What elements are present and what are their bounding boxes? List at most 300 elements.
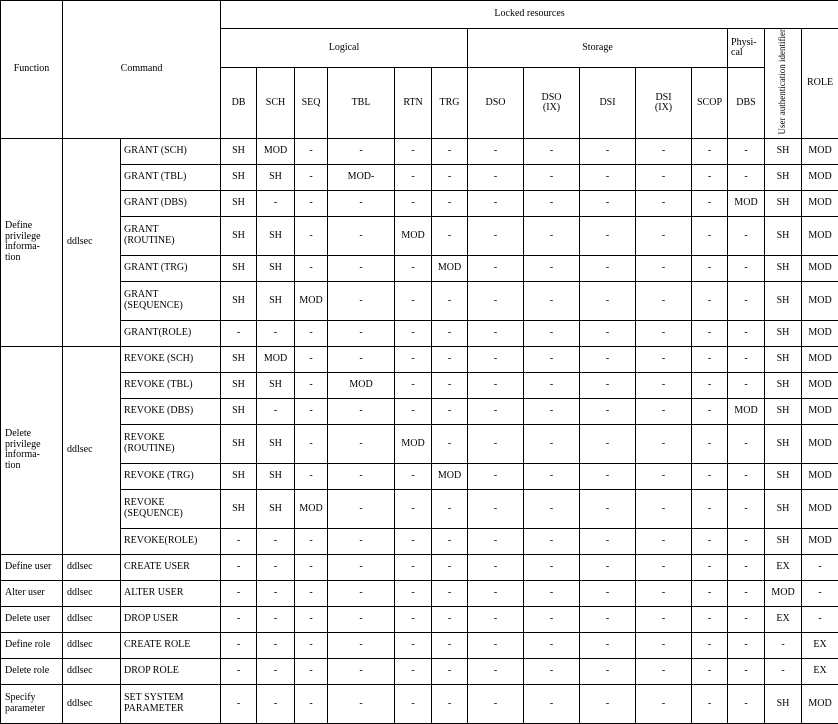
table-cell: - [468, 554, 524, 580]
table-cell: - [432, 190, 468, 216]
table-cell: - [636, 658, 692, 684]
table-cell: - [636, 580, 692, 606]
table-cell: - [524, 320, 580, 346]
table-cell: - [257, 632, 295, 658]
table-cell: - [328, 658, 395, 684]
table-cell: - [295, 190, 328, 216]
table-cell: MOD [802, 398, 838, 424]
table-cell: - [692, 606, 728, 632]
table-cell: - [257, 554, 295, 580]
function-cell: Delete user [1, 606, 63, 632]
table-cell: - [328, 138, 395, 164]
command-cell: GRANT (SEQUENCE) [121, 281, 221, 320]
table-cell: - [468, 658, 524, 684]
table-cell: - [432, 398, 468, 424]
table-cell: - [221, 684, 257, 723]
table-cell: - [395, 528, 432, 554]
privilege-cell: ddlsec [63, 554, 121, 580]
command-cell: REVOKE (DBS) [121, 398, 221, 424]
table-cell: - [728, 489, 765, 528]
table-cell: - [636, 489, 692, 528]
table-cell: - [395, 320, 432, 346]
table-cell: - [692, 632, 728, 658]
table-cell: - [395, 281, 432, 320]
table-cell: MOD [802, 489, 838, 528]
table-cell: - [580, 632, 636, 658]
table-cell: - [468, 346, 524, 372]
table-cell: - [524, 281, 580, 320]
table-cell: SH [765, 684, 802, 723]
table-cell: MOD [395, 424, 432, 463]
table-cell: - [295, 554, 328, 580]
table-cell: - [328, 554, 395, 580]
table-cell: SH [765, 255, 802, 281]
column-header: TBL [328, 68, 395, 139]
table-cell: MOD [802, 164, 838, 190]
command-cell: REVOKE (SEQUENCE) [121, 489, 221, 528]
function-cell: Delete privilege informa- tion [1, 346, 63, 554]
table-cell: MOD [802, 190, 838, 216]
table-cell: - [728, 424, 765, 463]
table-cell: - [468, 372, 524, 398]
table-cell: SH [257, 216, 295, 255]
table-cell: - [295, 372, 328, 398]
table-cell: - [432, 580, 468, 606]
table-cell: - [468, 398, 524, 424]
column-header: TRG [432, 68, 468, 139]
table-cell: - [580, 398, 636, 424]
table-cell: MOD [728, 398, 765, 424]
table-cell: - [328, 463, 395, 489]
table-cell: - [468, 463, 524, 489]
table-cell: SH [765, 320, 802, 346]
column-header: DSI [580, 68, 636, 139]
table-cell: MOD [802, 255, 838, 281]
table-cell: - [524, 463, 580, 489]
table-cell: - [395, 190, 432, 216]
table-cell: - [468, 528, 524, 554]
table-cell: - [692, 398, 728, 424]
function-cell: Alter user [1, 580, 63, 606]
table-cell: - [432, 138, 468, 164]
table-cell: - [524, 658, 580, 684]
table-cell: - [295, 216, 328, 255]
table-cell: SH [257, 281, 295, 320]
table-cell: - [692, 346, 728, 372]
table-cell: - [395, 554, 432, 580]
table-cell: SH [765, 372, 802, 398]
command-cell: GRANT (ROUTINE) [121, 216, 221, 255]
column-header: SCH [257, 68, 295, 139]
table-cell: MOD [765, 580, 802, 606]
table-cell: - [580, 164, 636, 190]
table-cell: - [728, 554, 765, 580]
table-row [1, 528, 838, 554]
table-cell: - [524, 346, 580, 372]
table-cell: - [636, 463, 692, 489]
table-cell: MOD [432, 463, 468, 489]
table-cell: - [395, 658, 432, 684]
table-cell: - [328, 632, 395, 658]
table-row [1, 658, 838, 684]
table-cell: - [636, 255, 692, 281]
table-row [1, 424, 838, 463]
command-cell: CREATE ROLE [121, 632, 221, 658]
table-cell: SH [765, 398, 802, 424]
table-cell: - [580, 320, 636, 346]
command-cell: SET SYSTEM PARAMETER [121, 684, 221, 723]
table-cell: - [692, 424, 728, 463]
table-cell: - [524, 684, 580, 723]
table-row [1, 684, 838, 723]
table-cell: SH [765, 528, 802, 554]
function-cell: Specify parameter [1, 684, 63, 723]
table-cell: SH [765, 138, 802, 164]
table-cell: MOD [802, 320, 838, 346]
table-cell: - [524, 216, 580, 255]
table-cell: - [580, 684, 636, 723]
command-cell: DROP ROLE [121, 658, 221, 684]
table-cell: SH [221, 398, 257, 424]
table-cell: SH [221, 424, 257, 463]
table-cell: - [468, 255, 524, 281]
column-header: RTN [395, 68, 432, 139]
table-cell: - [728, 463, 765, 489]
table-row [1, 463, 838, 489]
column-header: SEQ [295, 68, 328, 139]
table-cell: MOD [802, 216, 838, 255]
table-cell: - [468, 138, 524, 164]
table-cell: - [692, 138, 728, 164]
column-header: DSI (IX) [636, 68, 692, 139]
table-cell: - [221, 658, 257, 684]
table-cell: - [728, 320, 765, 346]
table-cell: - [765, 658, 802, 684]
table-cell: SH [765, 281, 802, 320]
table-row [1, 398, 838, 424]
table-row [1, 632, 838, 658]
table-cell: SH [221, 138, 257, 164]
table-cell: SH [221, 372, 257, 398]
table-cell: - [468, 281, 524, 320]
table-cell: - [395, 463, 432, 489]
table-cell: MOD [395, 216, 432, 255]
table-cell: - [728, 606, 765, 632]
command-cell: REVOKE (SCH) [121, 346, 221, 372]
table-cell: SH [257, 489, 295, 528]
command-cell: DROP USER [121, 606, 221, 632]
table-cell: - [221, 554, 257, 580]
table-cell: - [728, 346, 765, 372]
table-cell: - [328, 255, 395, 281]
table-cell: SH [765, 424, 802, 463]
table-cell: - [580, 554, 636, 580]
table-row [1, 346, 838, 372]
table-row [1, 138, 838, 164]
table-header [1, 1, 838, 139]
table-cell: - [524, 554, 580, 580]
table-row [1, 489, 838, 528]
table-cell: MOD [802, 684, 838, 723]
table-cell: SH [765, 164, 802, 190]
function-header: Function [1, 1, 63, 139]
privilege-cell: ddlsec [63, 684, 121, 723]
table-row [1, 554, 838, 580]
privilege-cell: ddlsec [63, 632, 121, 658]
table-cell: - [636, 398, 692, 424]
user-auth-header [765, 29, 802, 139]
table-cell: - [432, 216, 468, 255]
table-cell: - [432, 164, 468, 190]
table-cell: - [328, 398, 395, 424]
table-cell: - [468, 632, 524, 658]
table-row [1, 580, 838, 606]
table-cell: - [395, 606, 432, 632]
function-cell: Delete role [1, 658, 63, 684]
table-cell: - [636, 216, 692, 255]
table-cell: - [257, 398, 295, 424]
table-cell: SH [765, 216, 802, 255]
table-cell: - [295, 138, 328, 164]
table-cell: MOD [432, 255, 468, 281]
table-cell: - [524, 580, 580, 606]
table-cell: - [468, 580, 524, 606]
table-cell: - [524, 190, 580, 216]
table-cell: SH [221, 190, 257, 216]
table-cell: - [395, 255, 432, 281]
table-cell: - [580, 255, 636, 281]
table-cell: MOD [295, 281, 328, 320]
table-cell: - [580, 281, 636, 320]
table-cell: - [524, 138, 580, 164]
table-cell: - [328, 528, 395, 554]
table-cell: MOD [328, 372, 395, 398]
privilege-cell: ddlsec [63, 658, 121, 684]
table-cell: - [328, 216, 395, 255]
table-cell: SH [257, 255, 295, 281]
table-cell: - [221, 528, 257, 554]
table-cell: MOD [802, 346, 838, 372]
table-cell: - [432, 489, 468, 528]
table-cell: - [524, 632, 580, 658]
table-cell: - [328, 684, 395, 723]
table-cell: - [636, 320, 692, 346]
table-cell: - [257, 190, 295, 216]
table-cell: MOD [802, 281, 838, 320]
table-cell: - [524, 255, 580, 281]
table-cell: - [257, 658, 295, 684]
table-cell: - [524, 489, 580, 528]
table-cell: MOD [295, 489, 328, 528]
command-cell: GRANT (SCH) [121, 138, 221, 164]
table-cell: SH [765, 463, 802, 489]
column-header: DSO [468, 68, 524, 139]
command-cell: REVOKE (ROUTINE) [121, 424, 221, 463]
table-cell: - [221, 606, 257, 632]
table-cell: - [692, 372, 728, 398]
table-cell: - [636, 632, 692, 658]
table-cell: - [580, 658, 636, 684]
table-cell: - [468, 164, 524, 190]
table-cell: - [802, 580, 838, 606]
table-cell: - [524, 606, 580, 632]
table-cell: - [636, 684, 692, 723]
table-cell: - [432, 424, 468, 463]
table-cell: - [728, 684, 765, 723]
table-cell: - [395, 684, 432, 723]
table-cell: - [328, 489, 395, 528]
table-cell: - [468, 320, 524, 346]
table-cell: MOD [728, 190, 765, 216]
table-cell: - [580, 216, 636, 255]
table-cell: - [692, 528, 728, 554]
table-cell: SH [765, 489, 802, 528]
privilege-cell: ddlsec [63, 580, 121, 606]
function-cell: Define privilege informa- tion [1, 138, 63, 346]
table-cell: - [692, 554, 728, 580]
table-cell: - [692, 281, 728, 320]
table-cell: - [728, 216, 765, 255]
command-cell: GRANT(ROLE) [121, 320, 221, 346]
table-cell: - [728, 658, 765, 684]
table-cell: SH [257, 164, 295, 190]
table-cell: - [395, 580, 432, 606]
table-cell: - [636, 138, 692, 164]
table-cell: - [432, 346, 468, 372]
table-row [1, 216, 838, 255]
table-cell: - [468, 216, 524, 255]
table-cell: MOD [257, 346, 295, 372]
command-cell: GRANT (TBL) [121, 164, 221, 190]
table-cell: - [432, 554, 468, 580]
table-cell: - [580, 346, 636, 372]
table-cell: - [728, 580, 765, 606]
table-cell: - [636, 554, 692, 580]
table-cell: - [295, 346, 328, 372]
table-cell: - [524, 164, 580, 190]
table-cell: - [524, 398, 580, 424]
table-cell: - [432, 528, 468, 554]
table-cell: - [257, 606, 295, 632]
column-header: DSO (IX) [524, 68, 580, 139]
table-row [1, 190, 838, 216]
table-row [1, 606, 838, 632]
table-cell: SH [221, 281, 257, 320]
table-cell: SH [257, 372, 295, 398]
column-header: SCOP [692, 68, 728, 139]
table-cell: - [295, 424, 328, 463]
table-cell: - [728, 372, 765, 398]
table-cell: - [580, 606, 636, 632]
table-cell: - [692, 216, 728, 255]
table-cell: - [580, 424, 636, 463]
table-cell: - [636, 424, 692, 463]
table-cell: MOD- [328, 164, 395, 190]
table-cell: - [692, 320, 728, 346]
table-cell: - [257, 528, 295, 554]
table-cell: - [257, 320, 295, 346]
table-cell: - [636, 606, 692, 632]
table-row [1, 320, 838, 346]
table-cell: MOD [802, 424, 838, 463]
table-cell: - [395, 632, 432, 658]
table-row [1, 255, 838, 281]
table-cell: - [728, 528, 765, 554]
table-cell: - [636, 190, 692, 216]
table-cell: - [580, 372, 636, 398]
table-cell: EX [765, 554, 802, 580]
table-cell: - [328, 281, 395, 320]
logical-header: Logical [221, 29, 468, 68]
command-cell: REVOKE (TBL) [121, 372, 221, 398]
table-cell: - [636, 528, 692, 554]
table-cell: - [468, 424, 524, 463]
table-cell: - [328, 580, 395, 606]
table-cell: - [395, 489, 432, 528]
table-cell: - [692, 489, 728, 528]
command-cell: REVOKE(ROLE) [121, 528, 221, 554]
table-cell: - [221, 632, 257, 658]
table-cell: - [692, 463, 728, 489]
table-cell: - [580, 489, 636, 528]
table-cell: - [395, 138, 432, 164]
table-cell: - [295, 398, 328, 424]
table-cell: - [728, 281, 765, 320]
physical-header: Physi- cal [728, 29, 765, 68]
table-cell: - [524, 424, 580, 463]
function-cell: Define user [1, 554, 63, 580]
table-cell: - [692, 190, 728, 216]
locked-resources-header: Locked resources [221, 1, 838, 29]
table-cell: MOD [257, 138, 295, 164]
table-cell: - [580, 528, 636, 554]
table-cell: - [395, 346, 432, 372]
table-cell: - [328, 346, 395, 372]
table-cell: - [580, 138, 636, 164]
table-cell: - [728, 632, 765, 658]
table-cell: EX [802, 632, 838, 658]
table-cell: - [257, 684, 295, 723]
table-cell: - [468, 606, 524, 632]
table-cell: - [295, 528, 328, 554]
table-cell: - [432, 684, 468, 723]
table-cell: - [328, 606, 395, 632]
table-cell: EX [802, 658, 838, 684]
privilege-cell: ddlsec [63, 346, 121, 554]
table-cell: - [295, 658, 328, 684]
table-cell: SH [221, 463, 257, 489]
table-cell: - [432, 606, 468, 632]
table-cell: - [295, 255, 328, 281]
table-cell: - [580, 580, 636, 606]
table-cell: SH [221, 489, 257, 528]
table-cell: - [432, 281, 468, 320]
privilege-cell: ddlsec [63, 138, 121, 346]
role-header: ROLE [802, 29, 838, 139]
table-cell: - [432, 320, 468, 346]
table-cell: - [692, 580, 728, 606]
table-cell: - [692, 255, 728, 281]
table-cell: - [636, 346, 692, 372]
table-cell: - [432, 658, 468, 684]
table-cell: - [395, 164, 432, 190]
table-cell: SH [221, 216, 257, 255]
command-header: Command [63, 1, 221, 139]
table-cell: MOD [802, 463, 838, 489]
table-cell: - [728, 164, 765, 190]
table-cell: - [295, 684, 328, 723]
table-cell: - [395, 398, 432, 424]
